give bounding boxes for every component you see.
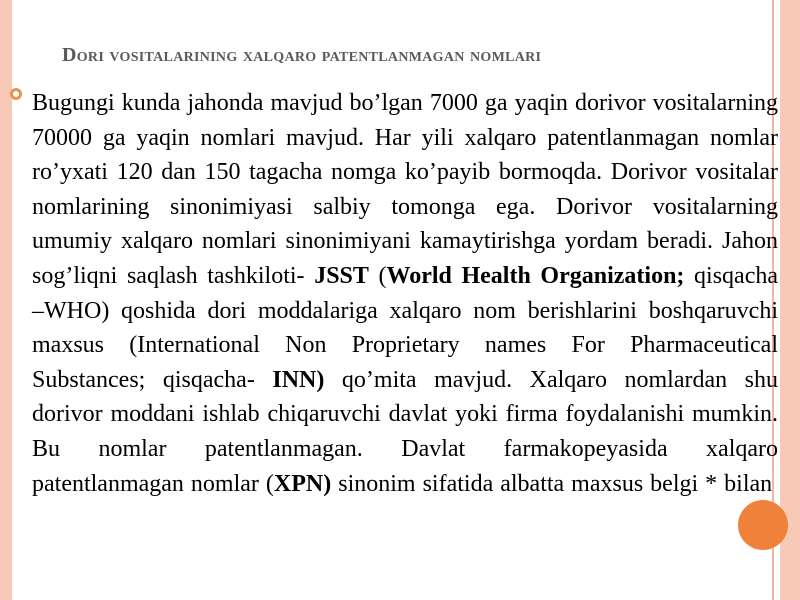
paragraph-bold-jsst: JSST [314,262,369,289]
paragraph-bold-who: World Health Organization; [386,262,685,289]
slide-title: Dori vositalarining xalqaro patentlanmagan nomlari [62,44,542,66]
paragraph-bold-xpn: XPN) [273,470,332,497]
paragraph-text-5: sinonim sifatida albatta maxsus belgi * bilan [331,470,773,497]
paragraph-text-2: ( [368,262,387,289]
paragraph-text-3: qisqacha –WHO) qoshida dori moddalariga xalqaro nom berishlarini boshqaruvchi maxsus (International Non Proprietary names For Pharmaceutical Substances; qisqacha- [32,262,779,393]
slide-body-paragraph [32,86,778,501]
cursor-highlight-dot [738,500,788,550]
bullet-ring-icon [10,88,22,100]
paragraph-bold-inn: INN) [272,366,325,393]
paragraph-text-4: qo’mita mavjud. Xalqaro nomlardan shu dorivor moddani ishlab chiqaruvchi davlat yoki firma foydalanishi mumkin. Bu nomlar patentlanmagan. Davlat farmakopeyasida xalqaro patentlanmagan nomlar ( [32,366,779,497]
paragraph-text-1: Bugungi kunda jahonda mavjud bo’lgan 7000 ga yaqin dorivor vositalarning 70000 ga yaqin nomlari mavjud. Har yili xalqaro patentlanmagan nomlar ro’yxati 120 dan 150 tagacha nomga ko’payib bormoqda. Dorivor vositalar nomlarining sinonimiyasi salbiy tomonga ega. Dorivor vositalarning umumiy xalqaro nomlari sinonimiyani kamaytirishga yordam beradi. Jahon sog’liqni saqlash tashkiloti- [32,90,778,289]
